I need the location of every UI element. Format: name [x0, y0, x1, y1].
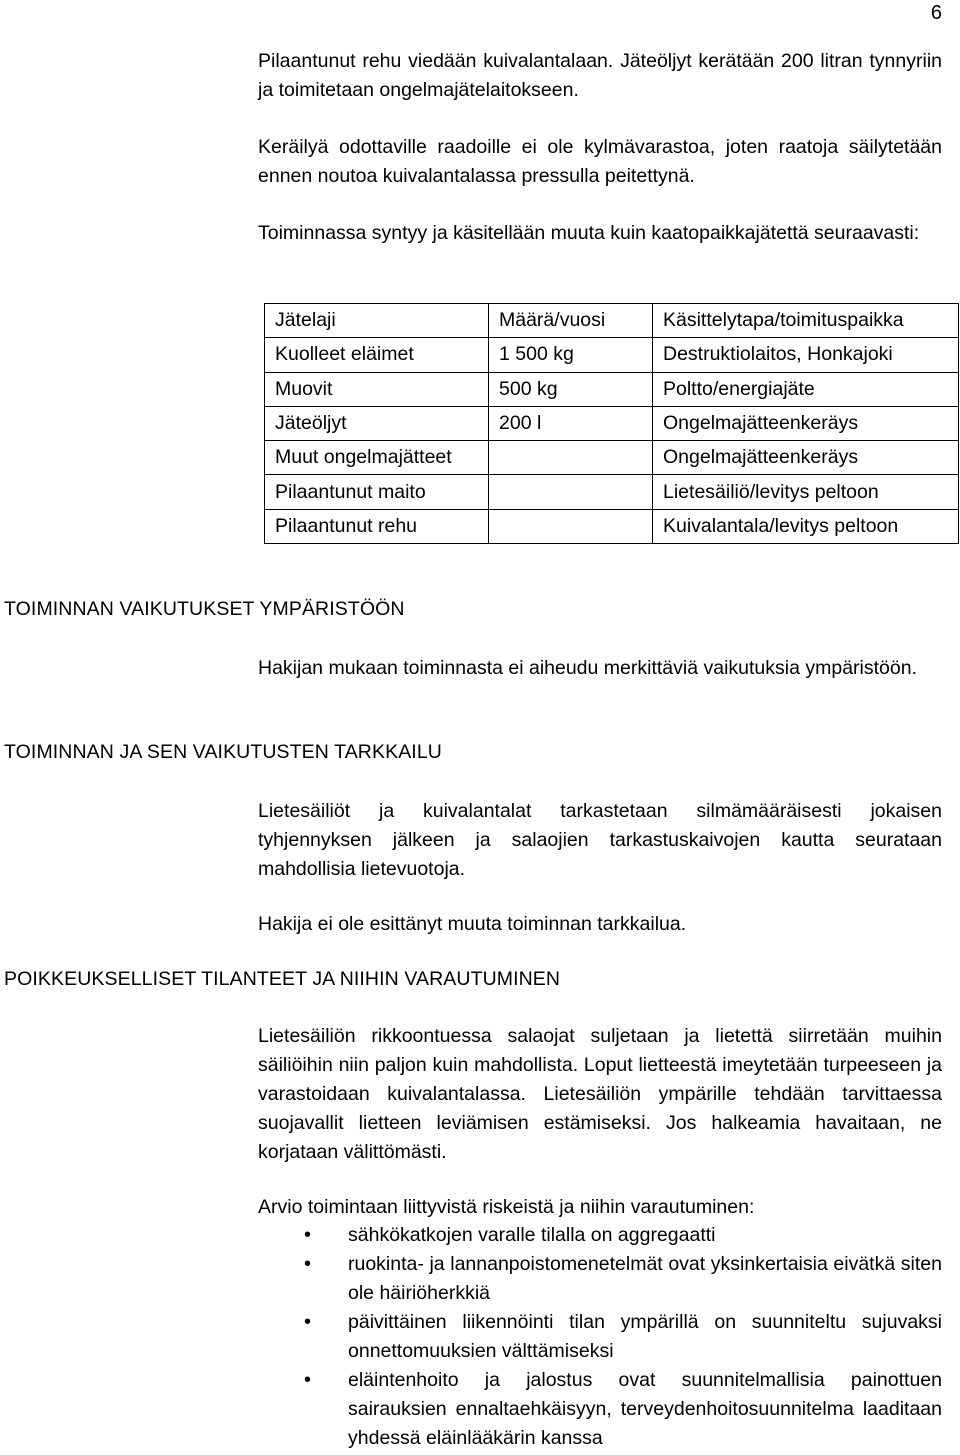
paragraph-feed-disposal: Pilaantunut rehu viedään kuivalantalaan. Jäteöljyt kerätään 200 litran tynnyriin ja toimitetaan ongelmajätelaitokseen. [258, 50, 942, 101]
table-row [265, 475, 959, 509]
paragraph-impacts: Hakijan mukaan toiminnasta ei aiheudu merkittäviä vaikutuksia ympäristöön. [258, 657, 917, 679]
cell-amount: 500 kg [489, 372, 653, 406]
cell-waste-type: Pilaantunut maito [265, 475, 489, 509]
heading-exceptional-situations: POIKKEUKSELLISET TILANTEET JA NIIHIN VARAUTUMINEN [4, 968, 561, 990]
cell-amount: 200 l [489, 406, 653, 440]
paragraph-risk-intro: Arvio toimintaan liittyvistä riskeistä ja niihin varautuminen: [258, 1196, 755, 1218]
header-amount-per-year: Määrä/vuosi [489, 304, 653, 338]
heading-monitoring: TOIMINNAN JA SEN VAIKUTUSTEN TARKKAILU [4, 741, 442, 763]
cell-waste-type: Pilaantunut rehu [265, 509, 489, 543]
page-number: 6 [930, 2, 942, 24]
risk-list [258, 1221, 942, 1453]
list-item: • ruokinta- ja lannanpoistomenetelmät ovat yksinkertaisia eivätkä siten ole häiriöherkkiä [258, 1250, 942, 1308]
cell-waste-type: Muut ongelmajätteet [265, 441, 489, 475]
cell-treatment: Ongelmajätteenkeräys [653, 406, 959, 440]
cell-waste-type: Kuolleet eläimet [265, 338, 489, 372]
header-waste-type: Jätelaji [265, 304, 489, 338]
table-row [265, 338, 959, 372]
list-item: • sähkökatkojen varalle tilalla on aggregaatti [258, 1221, 942, 1250]
cell-treatment: Lietesäiliö/levitys peltoon [653, 475, 959, 509]
list-item: • päivittäinen liikennöinti tilan ympärillä on suunniteltu sujuvaksi onnettomuuksien välttämiseksi [258, 1308, 942, 1366]
cell-amount [489, 475, 653, 509]
cell-treatment: Poltto/energiajäte [653, 372, 959, 406]
paragraph-carcass-storage: Keräilyä odottaville raadoille ei ole kylmävarastoa, joten raatoja säilytetään ennen noutoa kuivalantalassa pressulla peitettynä. [258, 136, 942, 187]
table-row [265, 509, 959, 543]
cell-amount [489, 441, 653, 475]
table-row [265, 372, 959, 406]
cell-waste-type: Jäteöljyt [265, 406, 489, 440]
paragraph-tank-failure: Lietesäiliön rikkoontuessa salaojat suljetaan ja lietettä siirretään muihin säiliöihin niin paljon kuin mahdollista. Loput lietteestä imeytetään turpeeseen ja varastoidaan kuivalantalassa. Lietesäiliön ympärille tehdään tarvittaessa suojavallit lietteen leviämisen estämiseksi. Jos halkeamia havaitaan, ne korjataan välittömästi. [258, 1025, 942, 1163]
cell-amount [489, 509, 653, 543]
cell-treatment: Ongelmajätteenkeräys [653, 441, 959, 475]
table-header-row [265, 304, 959, 338]
cell-waste-type: Muovit [265, 372, 489, 406]
table-row [265, 406, 959, 440]
paragraph-monitoring-inspection: Lietesäiliöt ja kuivalantalat tarkastetaan silmämääräisesti jokaisen tyhjennyksen jälkeen ja salaojien tarkastuskaivojen kautta seurataan mahdollisia lietevuotoja. [258, 800, 942, 880]
paragraph-monitoring-other: Hakija ei ole esittänyt muuta toiminnan tarkkailua. [258, 913, 687, 935]
list-item: • eläintenhoito ja jalostus ovat suunnitelmallisia painottuen sairauksien ennaltaehkäisyyn, terveydenhoitosuunnitelma laaditaan yhdessä eläinlääkärin kanssa [258, 1366, 942, 1453]
heading-environmental-impacts: TOIMINNAN VAIKUTUKSET YMPÄRISTÖÖN [4, 598, 405, 620]
cell-treatment: Kuivalantala/levitys peltoon [653, 509, 959, 543]
cell-amount: 1 500 kg [489, 338, 653, 372]
waste-table [264, 303, 959, 544]
cell-treatment: Destruktiolaitos, Honkajoki [653, 338, 959, 372]
paragraph-waste-intro: Toiminnassa syntyy ja käsitellään muuta kuin kaatopaikkajätettä seuraavasti: [258, 222, 920, 244]
table-row [265, 441, 959, 475]
header-treatment: Käsittelytapa/toimituspaikka [653, 304, 959, 338]
